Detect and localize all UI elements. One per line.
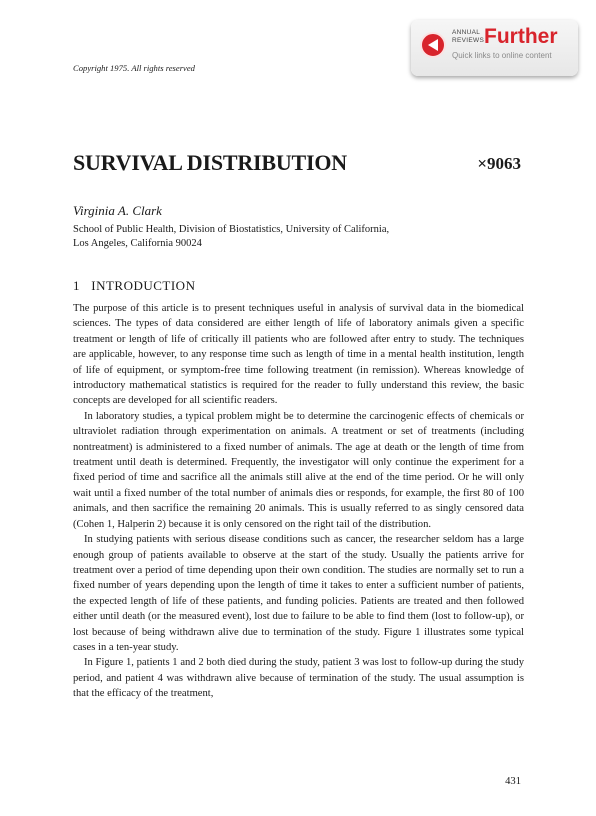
paragraph: In laboratory studies, a typical problem might be to determine the carcinogenic effects of chemicals or ultraviolet radiation through experimentation on animals. A treatment or set of treatments (including nontreatment) is administered to a fixed number of animals. The age at death or the length of time from treatment until death is determined. Frequently, the investigator will only continue the experiment for a fixed period of time and sacrifice all the animals still alive at the end of the time period. Or he will only wait until a fixed number of the total number of animals dies or responds, for example, the first 80 of 100 animals, and then sacrifice the remaining 20 animals. This is usually referred to as singly censored data (Cohen 1, Halperin 2) because it is only censored on the right tail of the distribution.: [73, 410, 524, 530]
section-heading: [73, 278, 195, 294]
copyright-notice: Copyright 1975. All rights reserved: [73, 63, 195, 73]
section-title: INTRODUCTION: [91, 278, 196, 293]
paragraph: In Figure 1, patients 1 and 2 both died during the study, patient 3 was lost to follow-up during the study period, and patient 4 was withdrawn alive because of termination of the study. The usual assumption is that the efficacy of the treatment,: [73, 657, 524, 700]
author-affiliation: [73, 223, 389, 251]
affiliation-line: School of Public Health, Division of Biostatistics, University of California,: [73, 224, 390, 235]
paragraph: The purpose of this article is to present techniques useful in analysis of survival data in the biomedical sciences. The types of data considered are either length of life of laboratory animals given a specific treatment or length of life of critically ill patients who are followed after entry to study. The techniques are applicable, however, to any response time such as length of time in a mental health institution, length of life of equipment, or symptom-free time following treatment (in remission). Whereas knowledge of introductory mathematical statistics is required for the reader to fully understand this review, the basic concepts are developed for all scientific readers.: [73, 303, 524, 407]
back-arrow-icon: [420, 32, 446, 58]
annual-reviews-further-badge[interactable]: [411, 20, 578, 76]
affiliation-line: Los Angeles, California 90024: [73, 238, 202, 249]
badge-annual-reviews-label: ANNUAL REVIEWS: [452, 29, 485, 44]
badge-further-label: Further: [484, 25, 558, 48]
article-title: SURVIVAL DISTRIBUTION: [73, 150, 347, 175]
article-code: ×9063: [477, 154, 521, 173]
page-number: 431: [505, 776, 521, 787]
paragraph: In studying patients with serious disease conditions such as cancer, the researcher seldom has a large enough group of patients available to observe at the start of the study. Usually the patients arrive for treatment over a period of time depending upon their own condition. The studies are normally set to run a fixed number of years depending upon the length of time it takes to enter a sufficient number of patients, the expected length of life of these patients, and funding policies. Patients are treated and then followed either until death (or the measured event), lost due to failure to be able to find them (lost to follow-up), or lost because of being withdrawn alive due to termination of the study. Figure 1 illustrates some typical cases in a ten-year study.: [73, 534, 524, 653]
section-number: 1: [73, 278, 80, 293]
author-name: Virginia A. Clark: [73, 203, 162, 218]
badge-subtitle: Quick links to online content: [452, 51, 552, 60]
article-body: [73, 301, 524, 702]
